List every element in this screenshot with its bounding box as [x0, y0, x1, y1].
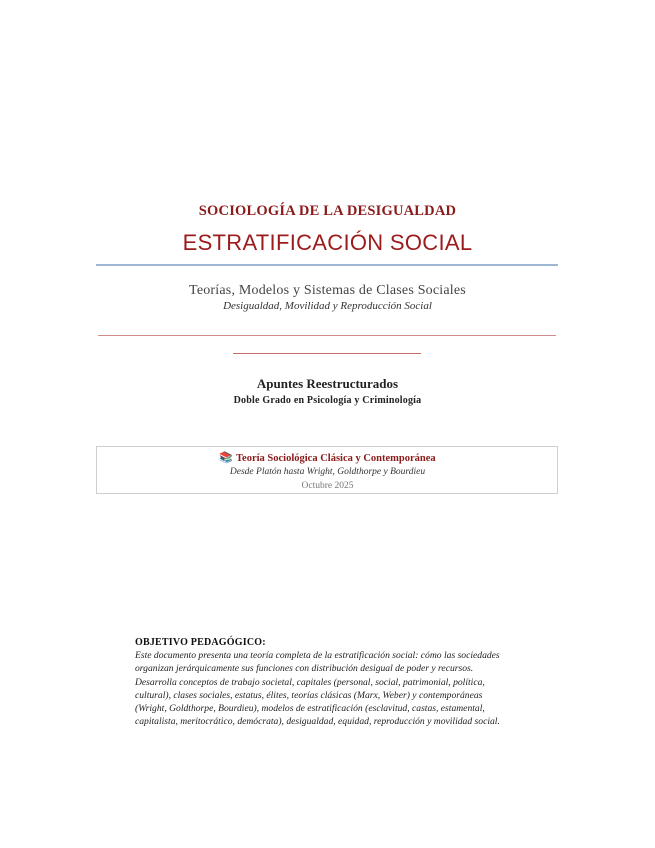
info-box-date: Octubre 2025	[301, 481, 354, 491]
title-divider	[96, 264, 558, 266]
objective-line: Este documento presenta una teoría completa de la estratificación social: cómo las sociedades	[135, 650, 500, 662]
objective-line: cultural), clases sociales, estatus, élites, teorías clásicas (Marx, Weber) y contemporáneas	[135, 689, 483, 701]
objective-line: (Wright, Goldthorpe, Bourdieu), modelos de estratificación (esclavitud, castas, estamental,	[135, 703, 485, 715]
notes-title: Apuntes Reestructurados	[256, 376, 399, 391]
document-subtitle: Teorías, Modelos y Sistemas de Clases Sociales	[189, 283, 466, 298]
info-box-subtitle: Desde Platón hasta Wright, Goldthorpe y Bourdieu	[229, 467, 426, 477]
info-box-title-text: Teoría Sociológica Clásica y Contemporánea	[236, 453, 436, 464]
books-icon: 📚	[219, 452, 233, 464]
info-box-title	[0, 451, 655, 464]
pre-title: SOCIOLOGÍA DE LA DESIGUALDAD	[198, 203, 457, 219]
objective-line: capitalista, meritocrático, demócrata), desigualdad, equidad, reproducción y movilidad social.	[135, 716, 500, 728]
objective-section	[135, 636, 525, 728]
objective-line: organizan jerárquicamente sus funciones con distribución desigual de poder y recursos.	[135, 663, 474, 675]
section-divider	[98, 335, 556, 336]
objective-line: Desarrolla conceptos de trabajo societal, capitales (personal, social, patrimonial, política,	[135, 676, 485, 688]
objective-label: OBJETIVO PEDAGÓGICO:	[135, 637, 266, 648]
document-secondary-subtitle: Desigualdad, Movilidad y Reproducción Social	[223, 300, 432, 312]
short-divider	[233, 353, 421, 354]
degree-label: Doble Grado en Psicología y Criminología	[233, 395, 422, 406]
document-title: ESTRATIFICACIÓN SOCIAL	[182, 230, 473, 255]
